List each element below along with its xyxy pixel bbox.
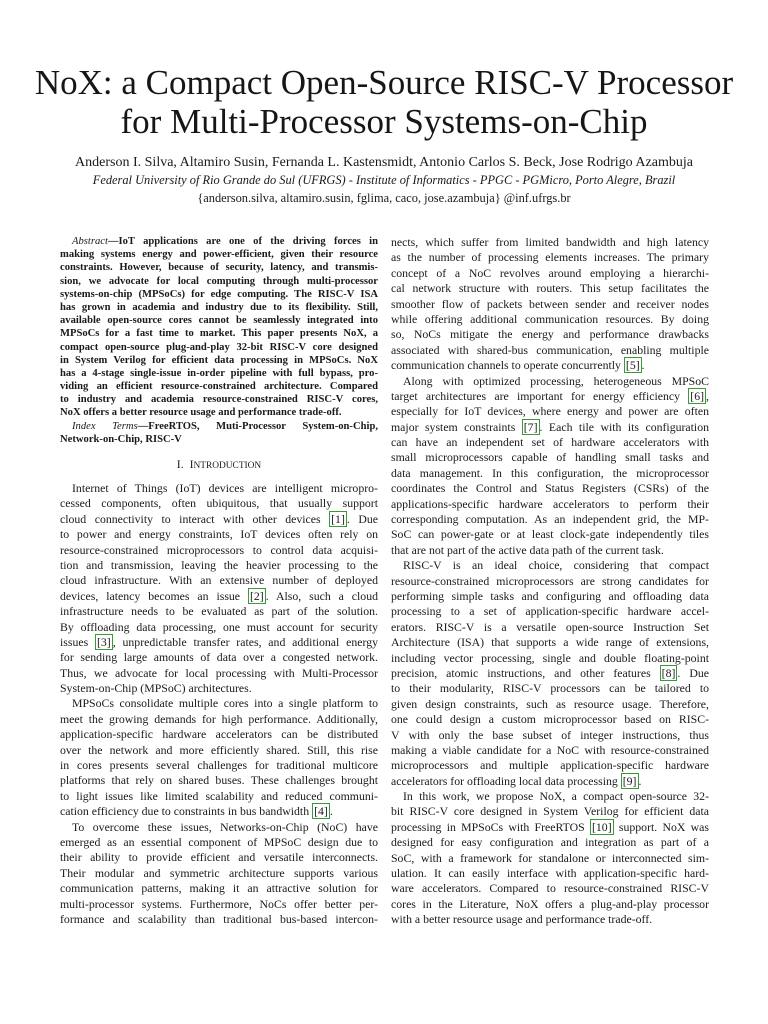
text-line: designed for easy configuration and integration as part of a (391, 835, 709, 850)
text-line: especially for IoT devices, where energy and power are often (391, 404, 709, 419)
text-line: In this work, we propose NoX, a compact open-source 32- (403, 789, 709, 804)
text-line: cessed components, often ubiquitous, that usually support (60, 496, 378, 511)
text-line: smoother flow of packets between sender and receiver nodes (391, 296, 709, 311)
text-line: to light issues like limited scalability and reduced communi- (60, 788, 378, 803)
intro-paragraph-2 (60, 696, 378, 819)
text-line: in cores presents several challenges for traditional multicore (60, 758, 378, 773)
citation-link[interactable]: [7] (523, 419, 538, 434)
text-line: concept of a NoC revolves around employing a hierarchi- (391, 265, 709, 280)
text-line: over the network and more efficiently shared. Still, this rise (60, 742, 378, 757)
citation-link[interactable]: [2] (249, 588, 264, 603)
text-line: with a better resource usage and performance trade-off. (391, 912, 653, 927)
citation-link[interactable]: [8] (661, 665, 676, 680)
text-line: issues [3] , unpredictable transfer rates, and additional energy (60, 634, 378, 649)
abstract-line: constraints. However, because of security, latency, and transmis- (60, 262, 378, 274)
intro-paragraph-4 (391, 374, 709, 559)
text-line: one could design a custom microprocessor based on RISC- (391, 712, 709, 727)
text-line: application-specific hardware accelerators can be distributed (60, 727, 378, 742)
text-line: SoC can power-gate or at least clock-gate independently tiles (391, 527, 709, 542)
text-line: performing simple tasks and configuring and offloading data (391, 588, 709, 603)
text-line: communication channels to operate concurrently [5] . (391, 358, 645, 373)
text-line: including vector processing, single and double floating-point (391, 650, 709, 665)
left-column (60, 235, 378, 927)
index-terms-line: Index Terms—FreeRTOS, Muti-Processor System-on-Chip, (72, 420, 378, 432)
citation-link[interactable]: [3] (96, 634, 111, 649)
text-line: small microprocessors capable of handling small tasks and (391, 450, 709, 465)
text-line: nects, which suffer from limited bandwidth and high latency (391, 235, 709, 249)
text-line: associated with shared-bus communication, enabling multiple (391, 342, 709, 357)
text-line: for sending large amounts of data over a congested network. (60, 650, 378, 665)
citation-link[interactable]: [5] (625, 358, 640, 373)
text-line: SoC, with a framework for standalone or interconnected sim- (391, 850, 709, 865)
text-line: devices, latency becomes an issue [2] . Also, such a cloud (60, 588, 378, 603)
citation-link[interactable]: [1] (331, 511, 345, 526)
abstract-line: making systems energy and power-efficient, given their resource (60, 249, 378, 261)
text-line: to their modularity, RISC-V processors can be tailored to (391, 681, 709, 696)
text-line: meet the growing demands for high performance. Additionally, (60, 711, 378, 726)
abstract-line: MPSoCs for a fast time to market. This paper presents NoX, a (60, 328, 378, 340)
abstract-line: has grown in academia and industry due to its flexibility. Still, (60, 301, 378, 313)
text-line: accelerators for offloading local data processing [9] . (391, 773, 642, 788)
abstract-line: in System Verilog for efficient data processing in MPSoCs. NoX (60, 354, 378, 366)
text-line: emerged as an essential component of MPSoC design due to (60, 834, 378, 849)
text-line: cloud infrastructure. With an extensive number of deployed (60, 573, 378, 588)
text-line: microprocessors and multiple application-specific hardware (391, 758, 709, 773)
text-line: resource-constrained microprocessors are strong candidates for (391, 573, 709, 588)
text-line: MPSoCs consolidate multiple cores into a single platform to (72, 696, 378, 711)
text-line: that are not part of the active data path of the current task. (391, 542, 664, 557)
text-line: tion and transmission, leaving the heavier processing to the (60, 557, 378, 572)
author-emails: {anderson.silva, altamiro.susin, fglima, caco, jose.azambuja} @inf.ufrgs.br (197, 191, 571, 205)
abstract-line: NoX offers a better resource usage and performance trade-off. (60, 407, 342, 419)
text-line: can have an independent set of hardware accelerators with (391, 435, 709, 450)
text-line: major system constraints [7] . Each tile with its configuration (391, 419, 710, 434)
text-line: precision, atomic instructions, and other features [8] . Due (391, 665, 709, 680)
abstract-line: has a 4-stage single-issue in-order pipeline with full bypass, pro- (60, 367, 378, 379)
text-line: To overcome these issues, Networks-on-Chip (NoC) have (72, 819, 378, 834)
author-list: Anderson I. Silva, Altamiro Susin, Fernanda L. Kastensmidt, Antonio Carlos S. Beck, Jose Rodrigo Azambuja (75, 155, 693, 170)
text-line: Thus, we advocate for local processing with Multi-Processor (60, 665, 378, 680)
intro-paragraph-5 (391, 558, 709, 789)
text-line: given design constraints, such as resource usage. Therefore, (391, 696, 709, 711)
text-line: cal network structure with routers. This setup facilitates the (391, 281, 709, 296)
text-line: communication patterns, making it an attractive solution for (60, 881, 378, 896)
abstract-line: systems-on-chip (MPSoCs) for edge computing. The RISC-V ISA (60, 288, 378, 300)
text-line: so, NoCs mitigate the energy and performance drawbacks (391, 327, 709, 342)
citation-link[interactable]: [4] (314, 804, 328, 819)
text-line: infrastructure needs to be evaluated as part of the solution. (60, 604, 378, 619)
abstract-line: to industry and academia resource-constrained RISC-V cores, (60, 394, 378, 406)
index-terms-line: Network-on-Chip, RISC-V (60, 433, 182, 445)
affiliation: Federal University of Rio Grande do Sul (UFRGS) - Institute of Informatics - PPGC - PGMicro, Porto Alegre, Brazil (92, 173, 676, 187)
text-line: processing to a set of application-specific hardware accel- (391, 604, 709, 619)
abstract-line: Abstract—IoT applications are one of the driving forces in (72, 236, 378, 247)
text-line: cloud connectivity to interact with other devices [1] . Due (60, 511, 378, 526)
text-line: ware accelerators. Compared to resource-constrained RISC-V (391, 881, 709, 896)
abstract-line: viding an efficient resource-constrained architecture. Compared (60, 381, 378, 393)
text-line: data management. In this configuration, the microprocessor (391, 465, 709, 480)
citation-link[interactable]: [6] (690, 388, 705, 403)
text-line: coordinates the Control and Status Registers (CSRs) of the (391, 481, 709, 496)
citation-link[interactable]: [9] (622, 773, 637, 788)
paper-title-line-2: for Multi-Processor Systems-on-Chip (120, 102, 648, 141)
text-line: resource-constrained microprocessors to control data acquisi- (60, 542, 378, 557)
text-line: making a viable candidate for a NoC with resource-constrained (391, 742, 709, 757)
abstract-line: compact open-source plug-and-play 32-bit RISC-V core designed (60, 341, 378, 353)
text-line: platforms that rely on shared buses. These challenges brought (60, 773, 378, 788)
text-line: bit RISC-V core designed in System Verilog for efficient data (391, 804, 709, 819)
abstract-line: available open-source cores cannot be seamlessly integrated into (60, 315, 378, 327)
text-line: processing in MPSoCs with FreeRTOS [10] support. NoX was (391, 819, 709, 834)
text-line: their ability to provide efficient and versatile interconnects. (60, 850, 378, 865)
text-line: multi-processor systems. Furthermore, NoCs offer better per- (60, 896, 378, 911)
text-line: ulation. It can easily interface with application-specific hard- (391, 866, 709, 881)
text-line: cores in the Literature, NoX offers a plug-and-play processor (391, 896, 709, 911)
text-line: By offloading data processing, one must account for security (60, 619, 378, 634)
paper-title-line-1: NoX: a Compact Open-Source RISC-V Processor (34, 63, 734, 102)
text-line: to power and energy constraints, IoT devices often rely on (60, 527, 378, 542)
intro-paragraph-6 (391, 789, 709, 928)
text-line: Architecture (ISA) that supports a wide range of extensions, (391, 635, 709, 650)
intro-paragraph-3-continued (391, 235, 709, 374)
text-line: Internet of Things (IoT) devices are intelligent micropro- (72, 481, 378, 495)
intro-paragraph-3 (60, 820, 378, 928)
index-terms-label: Index Terms (72, 420, 138, 432)
text-line: target architectures are important for energy efficiency [6] , (391, 388, 709, 403)
abstract-label: Abstract (72, 236, 108, 247)
abstract-line: sion, we advocate for local computing through multi-processor (60, 275, 378, 287)
text-line: RISC-V is an ideal choice, considering that compact (403, 558, 709, 573)
text-line: Their modular and symmetric architecture supports various (60, 865, 378, 880)
text-line: as the number of processing elements increases. The primary (391, 250, 709, 265)
citation-link[interactable]: [10] (591, 819, 612, 834)
text-line: System-on-Chip (MPSoC) architectures. (60, 681, 252, 696)
right-column (391, 235, 709, 928)
index-terms (60, 420, 378, 446)
text-line: formance and scalability than traditional bus-based intercon- (60, 911, 378, 926)
text-line: V with only the base subset of integer instructions, thus (391, 727, 709, 742)
text-line: cation efficiency due to constraints in bus bandwidth [4] . (60, 804, 333, 819)
text-line: erators. RISC-V is a versatile open-source Instruction Set (391, 619, 709, 634)
text-line: Along with optimized processing, heterogeneous MPSoC (403, 373, 709, 388)
text-line: applications-specific hardware accelerators to perform their (391, 496, 709, 511)
section-heading-introduction: I. INTRODUCTION (176, 457, 262, 471)
intro-paragraph-1 (60, 481, 378, 696)
text-line: while offering additional communication resources. By doing (391, 311, 709, 326)
text-line: corresponding computation. As an independent grid, the MP- (391, 512, 709, 527)
abstract (60, 235, 378, 420)
